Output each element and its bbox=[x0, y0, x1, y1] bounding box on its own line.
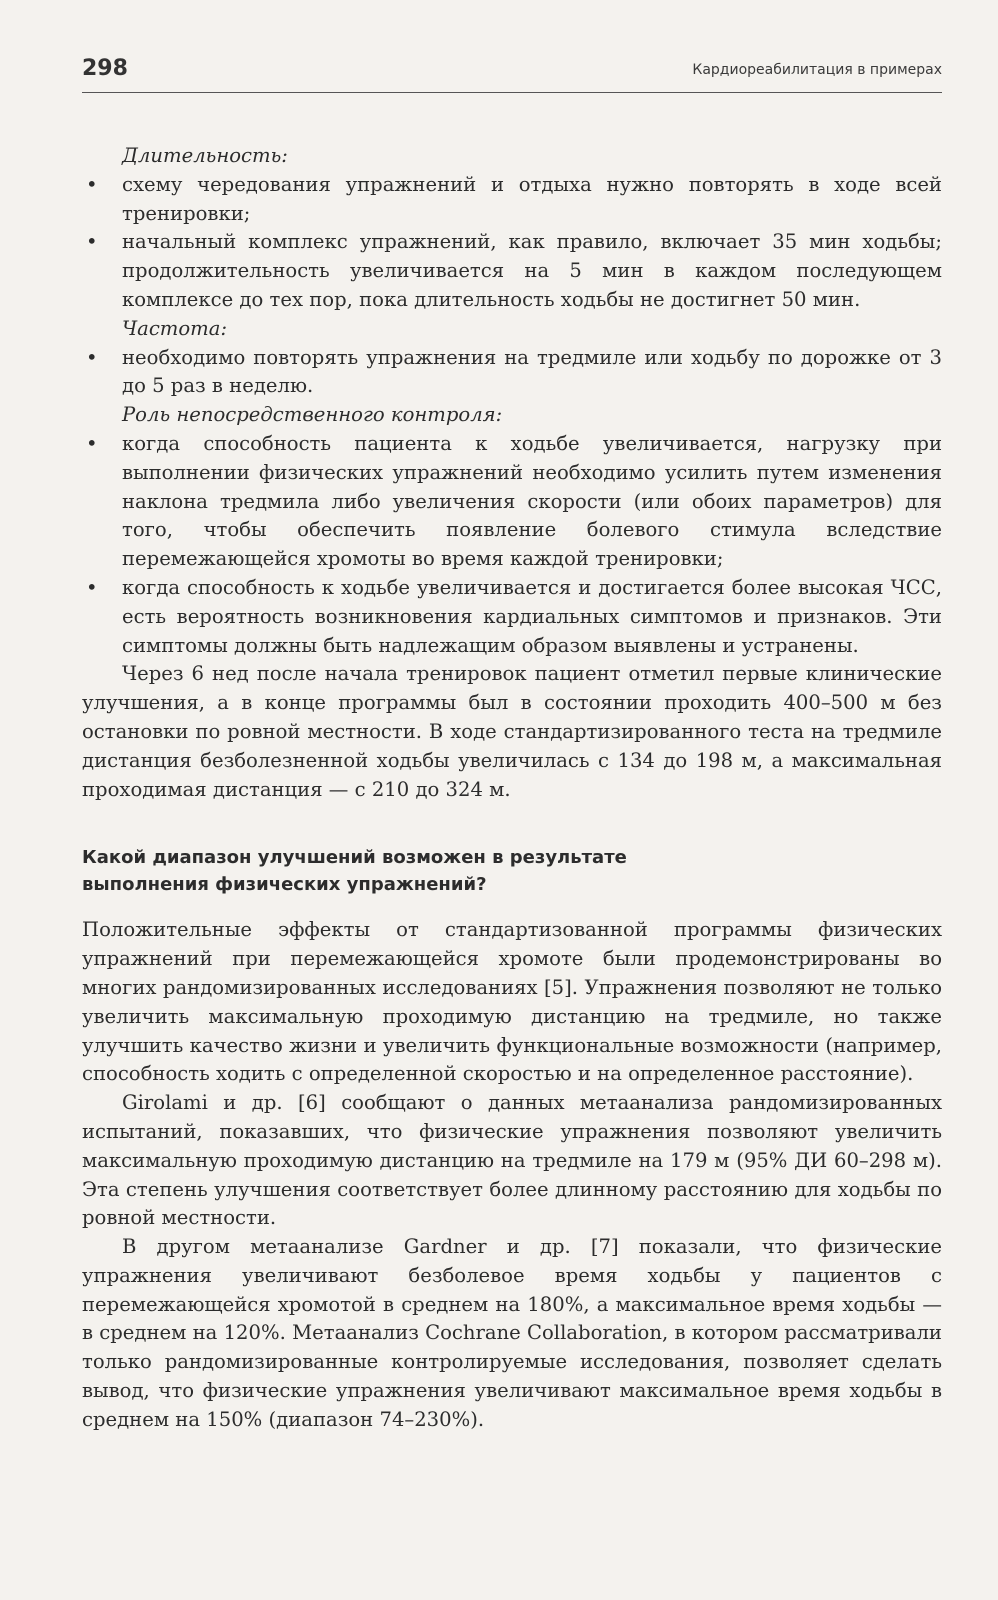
bullet-text: когда способность пациента к ходьбе увеличивается, нагрузку при выполнении физических упражнений необходимо усилить путем изменения наклона тредмила либо увеличения скорости (или обоих параметров) для того, чтобы обеспечить появление болевого стимула вследствие перемежающейся хромоты во время каждой тренировки; bbox=[122, 431, 942, 571]
section-paragraph: В другом метаанализе Gardner и др. [7] показали, что физические упражнения увеличивают безболевое время ходьбы у пациентов с перемежающейся хромотой в среднем на 180%, а максимальное время ходьбы — в среднем на 120%. Метаанализ Cochrane Collaboration, в котором рассматривали только рандомизированные контролируемые исследования, позволяет сделать вывод, что физические упражнения увеличивают максимальное время ходьбы в среднем на 150% (диапазон 74–230%). bbox=[82, 1235, 942, 1431]
running-title: Кардиореабилитация в примерах bbox=[692, 62, 942, 78]
bullet-item bbox=[82, 344, 942, 402]
bullet-item bbox=[82, 574, 942, 660]
bullet-text: когда способность к ходьбе увеличивается и достигается более высокая ЧСС, есть вероятность возникновения кардиальных симптомов и признаков. Эти симптомы должны быть надлежащим образом выявлены и устранены. bbox=[122, 575, 942, 657]
bullet-text: начальный комплекс упражнений, как правило, включает 35 мин ходьбы; продолжительность увеличивается на 5 мин в каждом последующем комплексе до тех пор, пока длительность ходьбы не достигнет 50 мин. bbox=[122, 230, 942, 311]
bullet-text: необходимо повторять упражнения на тредмиле или ходьбу по дорожке от 3 до 5 раз в неделю. bbox=[122, 345, 942, 398]
section-paragraph: Положительные эффекты от стандартизованной программы физических упражнений при перемежающейся хромоте были продемонстрированы во многих рандомизированных исследованиях [5]. Упражнения позволяют не только увеличить максимальную проходимую дистанцию на тредмиле, но также улучшить качество жизни и увеличить функциональные возможности (например, способность ходить с определенной скоростью и на определенное расстояние). bbox=[82, 918, 942, 1086]
frequency-subheading: Частота: bbox=[122, 316, 228, 340]
section-heading: Какой диапазон улучшений возможен в результате выполнения физических упражнений? bbox=[82, 847, 627, 896]
bullet-item bbox=[82, 228, 942, 314]
bullet-marker: • bbox=[86, 172, 98, 196]
header-divider bbox=[82, 92, 942, 93]
bullet-item bbox=[82, 171, 942, 229]
bullet-marker: • bbox=[86, 345, 98, 369]
bullet-marker: • bbox=[86, 431, 98, 455]
bullet-marker: • bbox=[86, 575, 98, 599]
duration-subheading: Длительность: bbox=[122, 144, 288, 167]
section-paragraph: Girolami и др. [6] сообщают о данных метаанализа рандомизированных испытаний, показавших, что физические упражнения позволяют увеличить максимальную проходимую дистанцию на тредмиле на 179 м (95% ДИ 60–298 м). Эта степень улучшения соответствует более длинному расстоянию для ходьбы по ровной местности. bbox=[82, 1091, 942, 1230]
control-subheading: Роль непосредственного контроля: bbox=[122, 403, 503, 427]
bullet-marker: • bbox=[86, 230, 98, 254]
bullet-text: схему чередования упражнений и отдыха нужно повторять в ходе всей тренировки; bbox=[122, 172, 942, 225]
page-number: 298 bbox=[82, 56, 128, 81]
bullet-item bbox=[82, 430, 942, 574]
result-paragraph: Через 6 нед после начала тренировок пациент отметил первые клинические улучшения, а в конце программы был в состоянии проходить 400–500 м без остановки по ровной местности. В ходе стандартизированного теста на тредмиле дистанция безболезненной ходьбы увеличилась с 134 до 198 м, а максимальная проходимая дистанция — с 210 до 324 м. bbox=[82, 662, 942, 801]
page-content bbox=[82, 142, 942, 1435]
page-header bbox=[82, 52, 942, 88]
